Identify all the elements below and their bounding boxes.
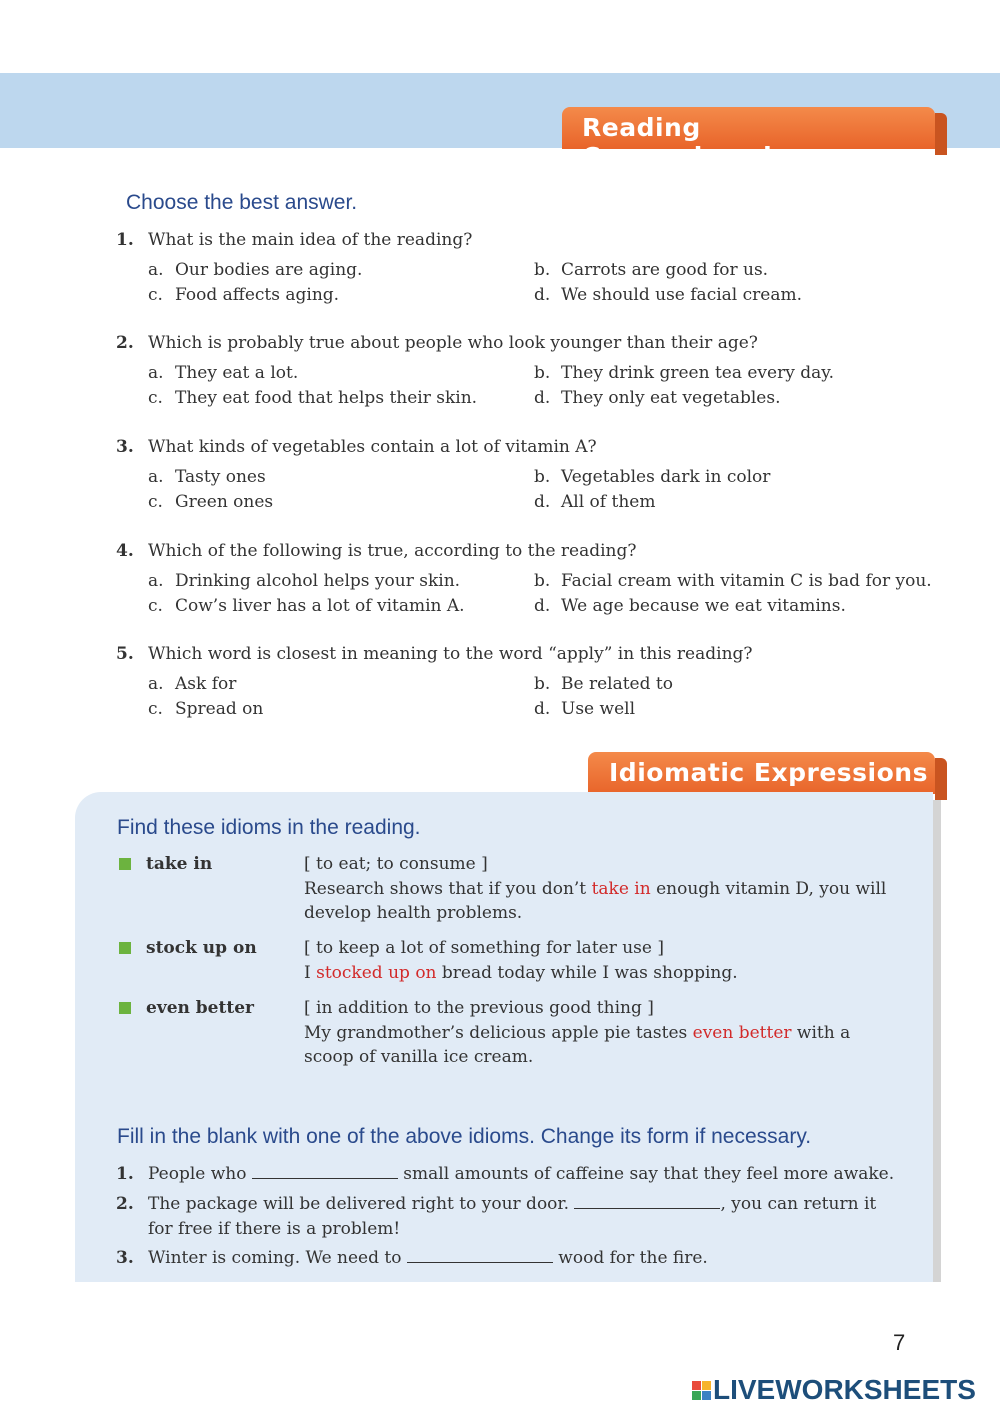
- fill-item: 2. The package will be delivered right to your door. , you can return it for free if there is a problem!: [116, 1194, 877, 1239]
- option-text: They eat a lot.: [175, 363, 299, 383]
- logo-square: [702, 1381, 711, 1390]
- option-text: Spread on: [175, 698, 264, 719]
- option-letter: c.: [148, 284, 163, 305]
- option-letter: a.: [148, 363, 164, 383]
- question: [116, 435, 597, 459]
- option-text: Drinking alcohol helps your skin.: [175, 571, 461, 591]
- option-text: Our bodies are aging.: [175, 260, 363, 280]
- question: [116, 642, 753, 666]
- option-text: Vegetables dark in color: [561, 467, 771, 487]
- question-text: Which of the following is true, according to the reading?: [148, 541, 637, 561]
- answer-option[interactable]: [534, 465, 770, 489]
- answer-option[interactable]: [148, 697, 263, 721]
- option-text: Green ones: [175, 491, 274, 512]
- option-text: All of them: [561, 491, 656, 512]
- question-text: What kinds of vegetables contain a lot of vitamin A?: [148, 437, 597, 457]
- answer-blank[interactable]: [407, 1246, 553, 1263]
- option-letter: a.: [148, 467, 164, 487]
- idiom-highlight: take in: [591, 878, 651, 899]
- option-letter: d.: [534, 698, 551, 719]
- question: [116, 539, 637, 563]
- answer-option[interactable]: [534, 697, 635, 721]
- answer-option[interactable]: [534, 490, 655, 514]
- question-text: Which word is closest in meaning to the word “apply” in this reading?: [148, 644, 753, 664]
- idiom-definition-block: [304, 936, 904, 985]
- question-number: 1.: [116, 230, 134, 250]
- logo-square: [702, 1391, 711, 1400]
- option-letter: c.: [148, 698, 163, 719]
- option-letter: d.: [534, 387, 551, 408]
- answer-option[interactable]: [148, 283, 339, 307]
- answer-blank[interactable]: [252, 1162, 398, 1179]
- idiom-definition: [ in addition to the previous good thing ]: [304, 998, 654, 1018]
- idiom-example: Research shows that if you don’t take in enough vitamin D, you will develop health problems.: [304, 878, 887, 923]
- idiom-definition-block: [304, 996, 904, 1070]
- logo-square: [692, 1381, 701, 1390]
- idiom-term: take in: [146, 854, 213, 874]
- answer-option[interactable]: [534, 361, 834, 385]
- idiom-term: stock up on: [146, 938, 257, 958]
- question-number: 4.: [116, 541, 134, 561]
- answer-option[interactable]: [534, 386, 781, 410]
- idiom-example: My grandmother’s delicious apple pie tastes even better with a scoop of vanilla ice cream.: [304, 1022, 851, 1067]
- logo-icon: [692, 1381, 711, 1400]
- question-text: What is the main idea of the reading?: [148, 230, 473, 250]
- answer-blank[interactable]: [574, 1192, 720, 1209]
- option-letter: b.: [534, 260, 551, 280]
- idiom-definition: [ to keep a lot of something for later use ]: [304, 938, 665, 958]
- bullet-square: [119, 1002, 131, 1014]
- question: [116, 228, 472, 252]
- question-number: 2.: [116, 333, 134, 353]
- idiom-example: I stocked up on bread today while I was shopping.: [304, 962, 738, 983]
- option-letter: b.: [534, 571, 551, 591]
- answer-option[interactable]: [148, 361, 298, 385]
- option-letter: d.: [534, 284, 551, 305]
- logo-square: [692, 1391, 701, 1400]
- option-text: Cow’s liver has a lot of vitamin A.: [175, 595, 465, 616]
- idiom-highlight: stocked up on: [316, 962, 437, 983]
- option-letter: a.: [148, 571, 164, 591]
- option-letter: b.: [534, 674, 551, 694]
- logo-text: LIVEWORKSHEETS: [713, 1374, 976, 1405]
- fill-item: 1. People who small amounts of caffeine say that they feel more awake.: [116, 1162, 906, 1187]
- panel-shadow: [933, 800, 941, 1282]
- answer-option[interactable]: [534, 258, 768, 282]
- bullet-square: [119, 942, 131, 954]
- answer-option[interactable]: [148, 465, 266, 489]
- answer-option[interactable]: [534, 672, 673, 696]
- fill-number: 2.: [116, 1194, 134, 1214]
- option-letter: b.: [534, 467, 551, 487]
- option-text: They eat food that helps their skin.: [175, 387, 478, 408]
- answer-option[interactable]: [148, 258, 362, 282]
- idiomatic-expressions-tab: Idiomatic Expressions: [588, 752, 935, 794]
- option-text: Use well: [561, 698, 636, 719]
- question-text: Which is probably true about people who look younger than their age?: [148, 333, 758, 353]
- idiom-term: even better: [146, 998, 254, 1018]
- idiom-highlight: even better: [692, 1022, 792, 1043]
- option-text: Ask for: [175, 674, 237, 694]
- option-letter: d.: [534, 595, 551, 616]
- answer-option[interactable]: [148, 386, 477, 410]
- question: [116, 331, 758, 355]
- question-number: 5.: [116, 644, 134, 664]
- rc-instruction: Choose the best answer.: [126, 191, 358, 214]
- option-letter: b.: [534, 363, 551, 383]
- fill-item: 3. Winter is coming. We need to wood for the fire.: [116, 1246, 906, 1271]
- fill-number: 3.: [116, 1248, 134, 1268]
- option-text: Food affects aging.: [175, 284, 340, 305]
- option-text: We age because we eat vitamins.: [561, 595, 846, 616]
- option-letter: c.: [148, 491, 163, 512]
- page-number: 7: [893, 1330, 906, 1355]
- option-letter: a.: [148, 674, 164, 694]
- answer-option[interactable]: [148, 672, 236, 696]
- question-number: 3.: [116, 437, 134, 457]
- reading-comprehension-tab: Reading Comprehension: [562, 107, 935, 149]
- answer-option[interactable]: [148, 569, 460, 593]
- option-letter: c.: [148, 387, 163, 408]
- option-text: Facial cream with vitamin C is bad for you.: [561, 571, 932, 591]
- option-text: They only eat vegetables.: [561, 387, 781, 408]
- fill-instruction: Fill in the blank with one of the above idioms. Change its form if necessary.: [117, 1125, 812, 1148]
- option-letter: a.: [148, 260, 164, 280]
- bullet-square: [119, 858, 131, 870]
- option-text: We should use facial cream.: [561, 284, 802, 305]
- liveworksheets-logo[interactable]: [692, 1374, 976, 1406]
- answer-option[interactable]: [148, 594, 465, 618]
- answer-option[interactable]: [148, 490, 273, 514]
- answer-option[interactable]: [534, 283, 802, 307]
- idiom-definition-block: [304, 852, 904, 926]
- option-letter: d.: [534, 491, 551, 512]
- option-text: They drink green tea every day.: [561, 363, 834, 383]
- option-letter: c.: [148, 595, 163, 616]
- answer-option[interactable]: [534, 569, 932, 593]
- option-text: Carrots are good for us.: [561, 260, 769, 280]
- idiom-definition: [ to eat; to consume ]: [304, 854, 488, 874]
- option-text: Tasty ones: [175, 467, 266, 487]
- idioms-instruction: Find these idioms in the reading.: [117, 816, 421, 839]
- answer-option[interactable]: [534, 594, 846, 618]
- option-text: Be related to: [561, 674, 673, 694]
- fill-number: 1.: [116, 1164, 134, 1184]
